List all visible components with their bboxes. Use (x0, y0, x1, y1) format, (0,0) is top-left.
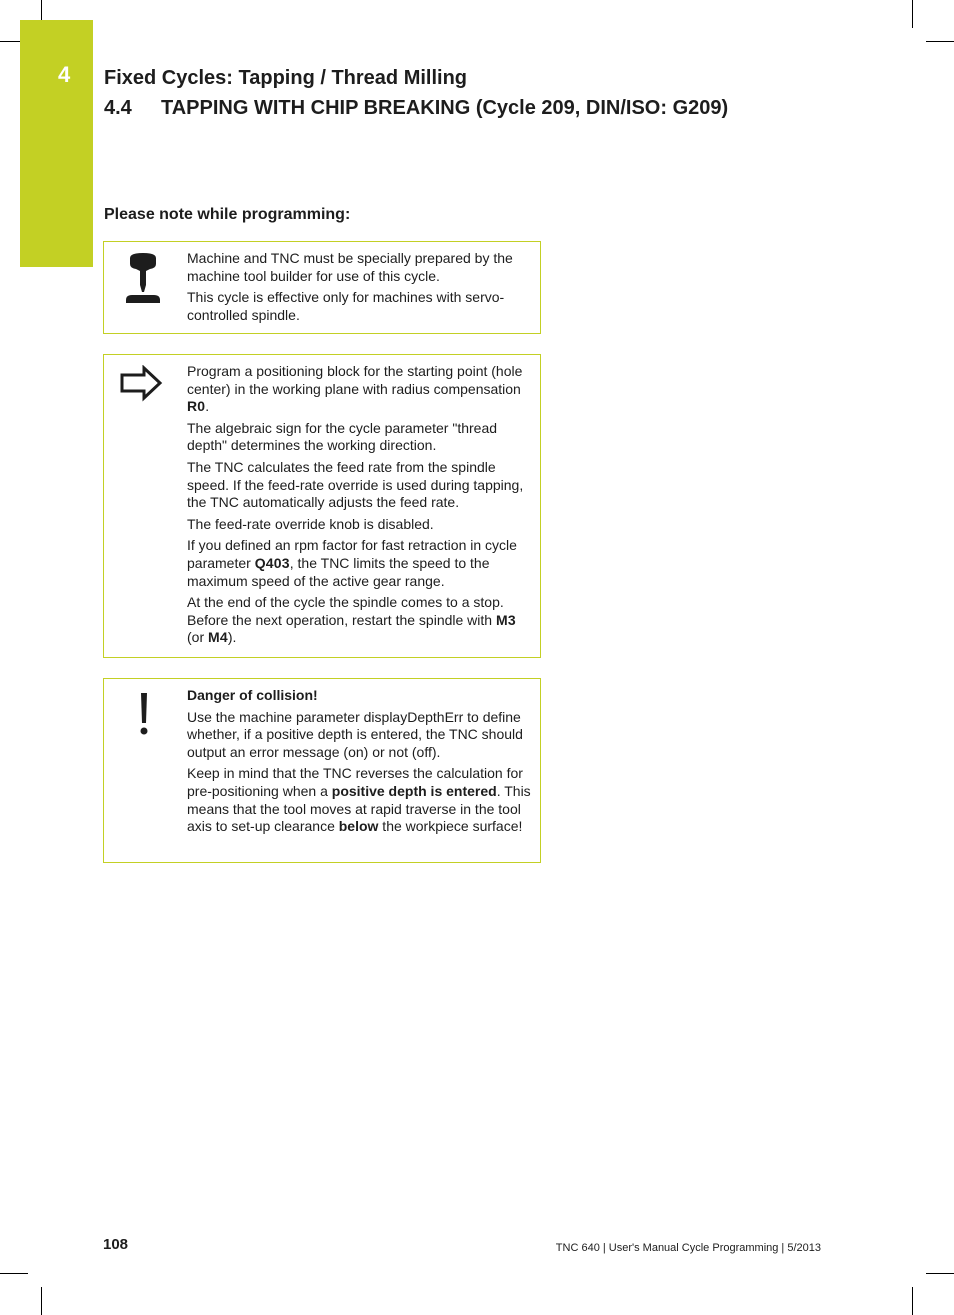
arrow-right-icon (118, 365, 168, 410)
note-machine (103, 241, 541, 334)
note-collision (103, 678, 541, 863)
text: Keep in mind that the TNC reverses the calculation for pre-positioning when a (187, 765, 523, 799)
note-body (187, 363, 535, 651)
page-number: 108 (103, 1236, 129, 1253)
emphasis: below (338, 818, 379, 835)
note-programming (103, 354, 541, 658)
crop-mark (0, 41, 20, 42)
chapter-number: 4 (58, 62, 71, 87)
text: If you defined an rpm factor for fast retraction in cycle parameter (187, 537, 517, 571)
note-paragraph: Machine and TNC must be specially prepared by the machine tool builder for use of this cycle. (187, 250, 513, 284)
crop-mark (926, 1273, 954, 1274)
note-paragraph: The algebraic sign for the cycle parameter "thread depth" determines the working direction. (187, 419, 498, 454)
note-paragraph (187, 765, 535, 835)
text: (or (187, 629, 208, 646)
text: ). (227, 629, 237, 646)
code-m3: M3 (495, 611, 516, 628)
note-title (187, 687, 535, 705)
emphasis: positive depth is entered (331, 782, 497, 799)
note-paragraph (187, 537, 535, 590)
crop-mark (0, 1273, 28, 1274)
text: . This means that the tool moves at rapid traverse in the tool axis to set-up clearance (187, 782, 531, 835)
text: the workpiece surface! (378, 818, 523, 835)
warning-title: Danger of collision! (187, 687, 318, 703)
text: . (205, 398, 210, 415)
exclamation-icon (118, 691, 168, 744)
code-r0: R0 (187, 398, 206, 415)
subheading: Please note while programming: (104, 206, 351, 223)
note-paragraph: The feed-rate override knob is disabled. (187, 515, 434, 532)
note-paragraph: This cycle is effective only for machines with servo-controlled spindle. (187, 289, 505, 323)
code-m4: M4 (208, 629, 228, 646)
text: Program a positioning block for the starting point (hole center) in the working plane with radius compensation (187, 363, 523, 397)
crop-mark (926, 41, 954, 42)
note-paragraph: Use the machine parameter displayDepthErr to define whether, if a positive depth is entered, the TNC should output an error message (on) or not (off). (187, 708, 523, 760)
section-number: 4.4 (104, 97, 132, 119)
note-paragraph (187, 594, 535, 647)
note-body (187, 250, 535, 328)
text: At the end of the cycle the spindle comes to a stop. Before the next operation, restart the spindle with (187, 594, 504, 628)
crop-mark (41, 0, 42, 20)
crop-mark (912, 1287, 913, 1315)
crop-mark (41, 1287, 42, 1315)
section-title: TAPPING WITH CHIP BREAKING (Cycle 209, DIN/ISO: G209) (161, 97, 729, 119)
code-q403: Q403 (254, 554, 290, 571)
text: , the TNC limits the speed to the maximum speed of the active gear range. (187, 554, 490, 589)
machine-spindle-icon (118, 252, 168, 313)
note-paragraph (187, 363, 535, 416)
chapter-tab (20, 20, 93, 267)
section-heading (104, 97, 728, 120)
footer-text: TNC 640 | User's Manual Cycle Programming | 5/2013 (555, 1242, 821, 1254)
crop-mark (912, 0, 913, 28)
note-paragraph: The TNC calculates the feed rate from the spindle speed. If the feed-rate override is used during tapping, the TNC automatically adjusts the feed rate. (187, 458, 524, 511)
chapter-title: Fixed Cycles: Tapping / Thread Milling (104, 67, 468, 89)
note-body (187, 687, 535, 840)
